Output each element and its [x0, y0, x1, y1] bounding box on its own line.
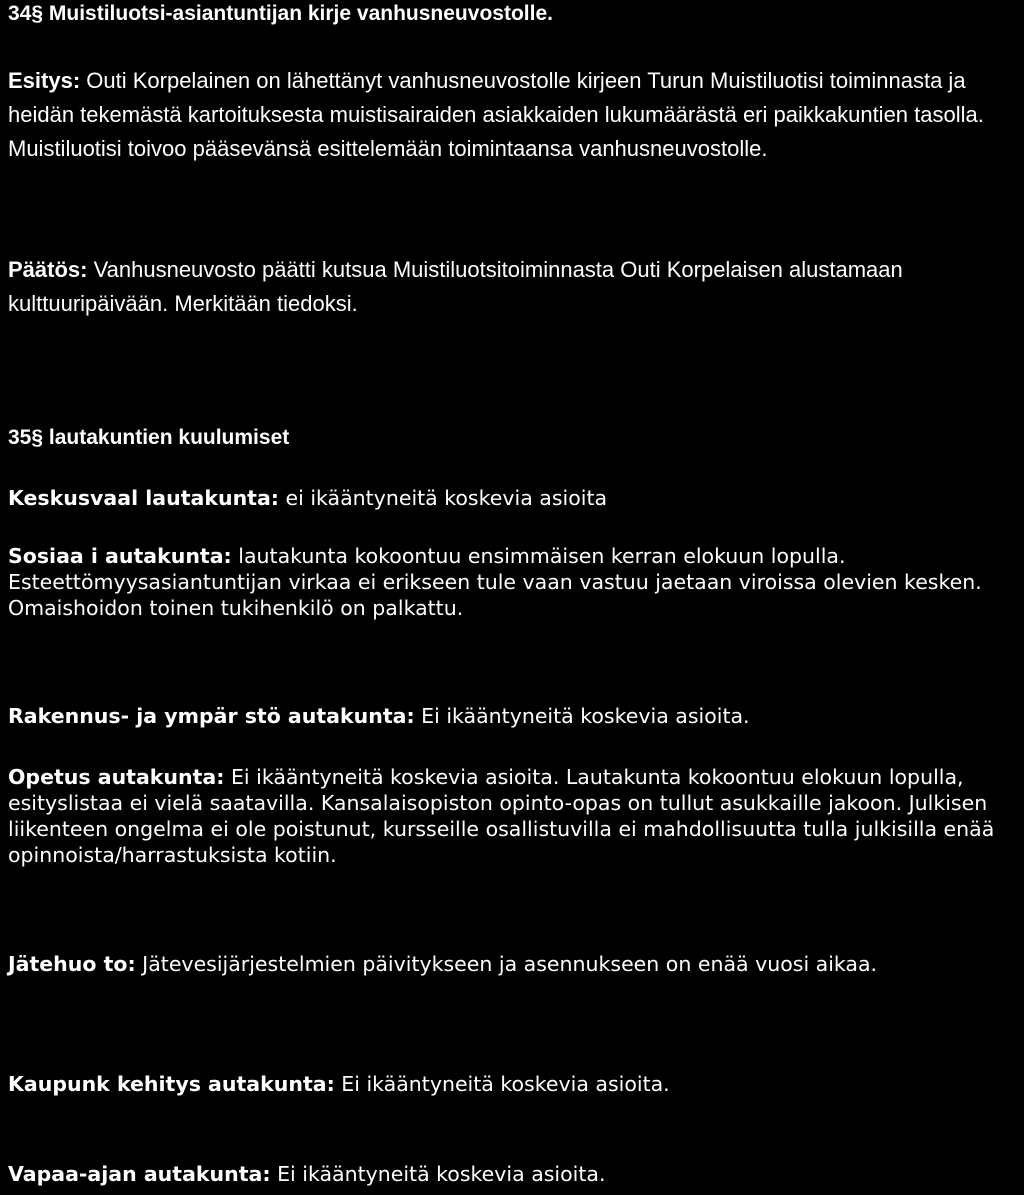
section-34-paatos-paragraph: [8, 253, 1018, 321]
esitys-label: Esitys:: [8, 68, 81, 93]
committee-text: Ei ikääntyneitä koskevia asioita.: [270, 1162, 606, 1186]
committee-text: Jätevesijärjestelmien päivitykseen ja asennukseen on enää vuosi aikaa.: [135, 952, 878, 976]
committee-item-rakennus: [8, 703, 1018, 729]
section-34-esitys-paragraph: [8, 64, 1018, 166]
committee-item-vapaa-aika: [8, 1161, 1018, 1187]
committee-item-kaupunkikehitys: [8, 1071, 1018, 1097]
committee-label: Vapaa-ajan autakunta:: [8, 1162, 271, 1186]
committee-text: ei ikääntyneitä koskevia asioita: [279, 486, 608, 510]
paatos-label: Päätös:: [8, 257, 88, 282]
committee-text: Ei ikääntyneitä koskevia asioita. Lautakunta kokoontuu elokuun lopulla, esityslistaa ei vielä saatavilla. Kansalaisopiston opinto-opas on tullut asukkaille jakoon. Julkisen liikenteen ongelma ei ole poistunut, kursseille osallistuvilla ei mahdollisuutta tulla julkisilla enää opinnoista/harrastuksista kotiin.: [8, 765, 995, 867]
committee-item-opetus: [8, 764, 1018, 868]
committee-text: Ei ikääntyneitä koskevia asioita.: [414, 704, 750, 728]
committee-label: Kaupunk kehitys autakunta:: [8, 1072, 335, 1096]
committee-label: Rakennus- ja ympär stö autakunta:: [8, 704, 415, 728]
paatos-text: Vanhusneuvosto päätti kutsua Muistiluotsitoiminnasta Outi Korpelaisen alustamaan kulttuuripäivään. Merkitään tiedoksi.: [8, 257, 903, 316]
committee-label: Opetus autakunta:: [8, 765, 225, 789]
section-34-title: 34§ Muistiluotsi-asiantuntijan kirje vanhusneuvostolle.: [8, 2, 553, 25]
committee-item-keskusvaali: [8, 485, 1018, 511]
esitys-text: Outi Korpelainen on lähettänyt vanhusneuvostolle kirjeen Turun Muistiluotisi toiminnasta ja heidän tekemästä kartoituksesta muistisairaiden asiakkaiden lukumäärästä eri paikkakuntien tasolla. Muistiluotisi toivoo pääsevänsä esittelemään toimintaansa vanhusneuvostolle.: [8, 68, 984, 161]
committee-text: Ei ikääntyneitä koskevia asioita.: [334, 1072, 670, 1096]
committee-item-sosiaali: [8, 543, 1018, 621]
committee-label: Jätehuo to:: [8, 952, 136, 976]
section-35-title: 35§ lautakuntien kuulumiset: [8, 426, 290, 449]
committee-text: lautakunta kokoontuu ensimmäisen kerran elokuun lopulla. Esteettömyysasiantuntijan virkaa ei erikseen tule vaan vastuu jaetaan viroissa olevien kesken. Omaishoidon toinen tukihenkilö on palkattu.: [8, 544, 982, 620]
committee-item-jatehuolto: [8, 951, 1018, 977]
committee-label: Sosiaa i autakunta:: [8, 544, 232, 568]
committee-label: Keskusvaal lautakunta:: [8, 486, 279, 510]
